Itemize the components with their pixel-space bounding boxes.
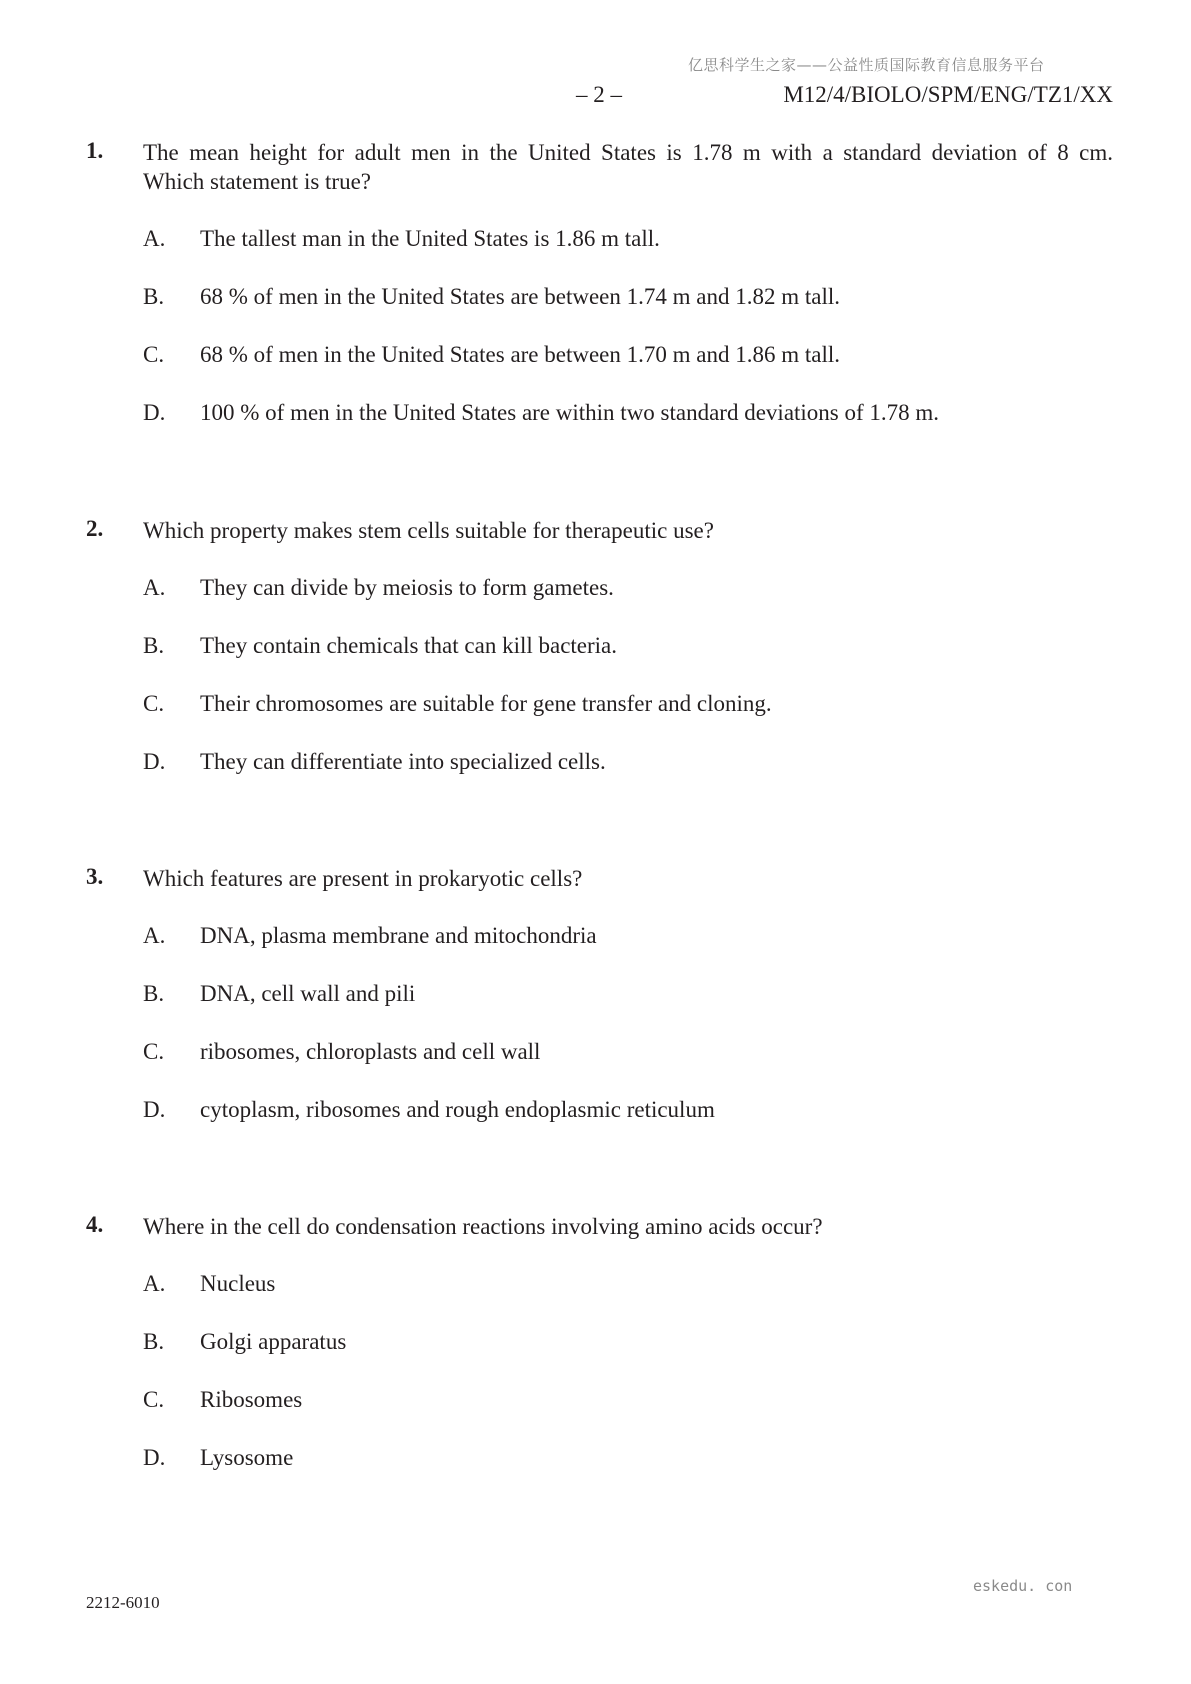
- question-text-line: Which features are present in prokaryotic cells?: [143, 866, 583, 891]
- option-a: [143, 573, 1113, 631]
- option-letter: C.: [143, 342, 165, 367]
- option-d: [143, 1443, 1113, 1501]
- question-3: [86, 864, 1113, 1153]
- option-text: Lysosome: [200, 1445, 294, 1470]
- option-a: [143, 224, 1113, 282]
- page-number: – 2 –: [576, 82, 622, 107]
- question-number: 3.: [86, 864, 104, 889]
- option-text: 100 % of men in the United States are within two standard deviations of 1.78 m.: [200, 400, 940, 425]
- options-list: [143, 921, 1113, 1153]
- option-text: Their chromosomes are suitable for gene transfer and cloning.: [200, 691, 772, 716]
- question-4: [86, 1212, 1113, 1501]
- option-b: [143, 1327, 1113, 1385]
- question-number: 1.: [86, 138, 104, 163]
- option-letter: D.: [143, 1445, 166, 1470]
- question-number: 2.: [86, 516, 104, 541]
- option-text: DNA, cell wall and pili: [200, 981, 416, 1006]
- option-letter: B.: [143, 1329, 165, 1354]
- options-list: [143, 1269, 1113, 1501]
- option-text: They contain chemicals that can kill bacteria.: [200, 633, 618, 658]
- question-text-line: Which statement is true?: [143, 169, 372, 194]
- option-c: [143, 689, 1113, 747]
- option-text: The tallest man in the United States is 1.86 m tall.: [200, 226, 660, 251]
- option-letter: C.: [143, 691, 165, 716]
- option-text: cytoplasm, ribosomes and rough endoplasmic reticulum: [200, 1097, 715, 1122]
- question-text: [143, 516, 1113, 545]
- question-number: 4.: [86, 1212, 104, 1237]
- options-list: [143, 573, 1113, 805]
- option-letter: A.: [143, 575, 166, 600]
- option-d: [143, 747, 1113, 805]
- option-letter: B.: [143, 981, 165, 1006]
- question-2: [86, 516, 1113, 805]
- question-text-line: Which property makes stem cells suitable for therapeutic use?: [143, 518, 714, 543]
- option-letter: B.: [143, 633, 165, 658]
- question-1: [86, 138, 1113, 456]
- option-c: [143, 1037, 1113, 1095]
- option-d: [143, 1095, 1113, 1153]
- option-a: [143, 1269, 1113, 1327]
- options-list: [143, 224, 1113, 456]
- option-letter: B.: [143, 284, 165, 309]
- option-text: Nucleus: [200, 1271, 276, 1296]
- option-text: DNA, plasma membrane and mitochondria: [200, 923, 597, 948]
- question-text-line: Where in the cell do condensation reactions involving amino acids occur?: [143, 1214, 823, 1239]
- option-text: Golgi apparatus: [200, 1329, 347, 1354]
- header-watermark: 亿思科学生之家——公益性质国际教育信息服务平台: [688, 56, 1045, 74]
- question-text: [143, 1212, 1113, 1241]
- option-b: [143, 979, 1113, 1037]
- paper-code: M12/4/BIOLO/SPM/ENG/TZ1/XX: [783, 82, 1113, 107]
- option-letter: D.: [143, 400, 166, 425]
- question-text-line: The mean height for adult men in the United States is 1.78 m with a standard deviation of 8 cm.: [143, 140, 1113, 165]
- option-text: They can divide by meiosis to form gametes.: [200, 575, 614, 600]
- option-b: [143, 631, 1113, 689]
- footer-code: 2212-6010: [86, 1593, 160, 1612]
- question-text: [143, 864, 1113, 893]
- option-c: [143, 1385, 1113, 1443]
- option-c: [143, 340, 1113, 398]
- option-letter: C.: [143, 1039, 165, 1064]
- option-d: [143, 398, 1113, 456]
- option-text: ribosomes, chloroplasts and cell wall: [200, 1039, 541, 1064]
- option-text: They can differentiate into specialized cells.: [200, 749, 606, 774]
- option-letter: A.: [143, 226, 166, 251]
- option-text: Ribosomes: [200, 1387, 303, 1412]
- option-text: 68 % of men in the United States are between 1.74 m and 1.82 m tall.: [200, 284, 841, 309]
- option-letter: D.: [143, 749, 166, 774]
- question-text: [143, 138, 1113, 196]
- option-text: 68 % of men in the United States are between 1.70 m and 1.86 m tall.: [200, 342, 841, 367]
- footer-watermark: eskedu. con: [973, 1577, 1073, 1595]
- option-letter: A.: [143, 923, 166, 948]
- option-b: [143, 282, 1113, 340]
- option-a: [143, 921, 1113, 979]
- option-letter: D.: [143, 1097, 166, 1122]
- option-letter: A.: [143, 1271, 166, 1296]
- option-letter: C.: [143, 1387, 165, 1412]
